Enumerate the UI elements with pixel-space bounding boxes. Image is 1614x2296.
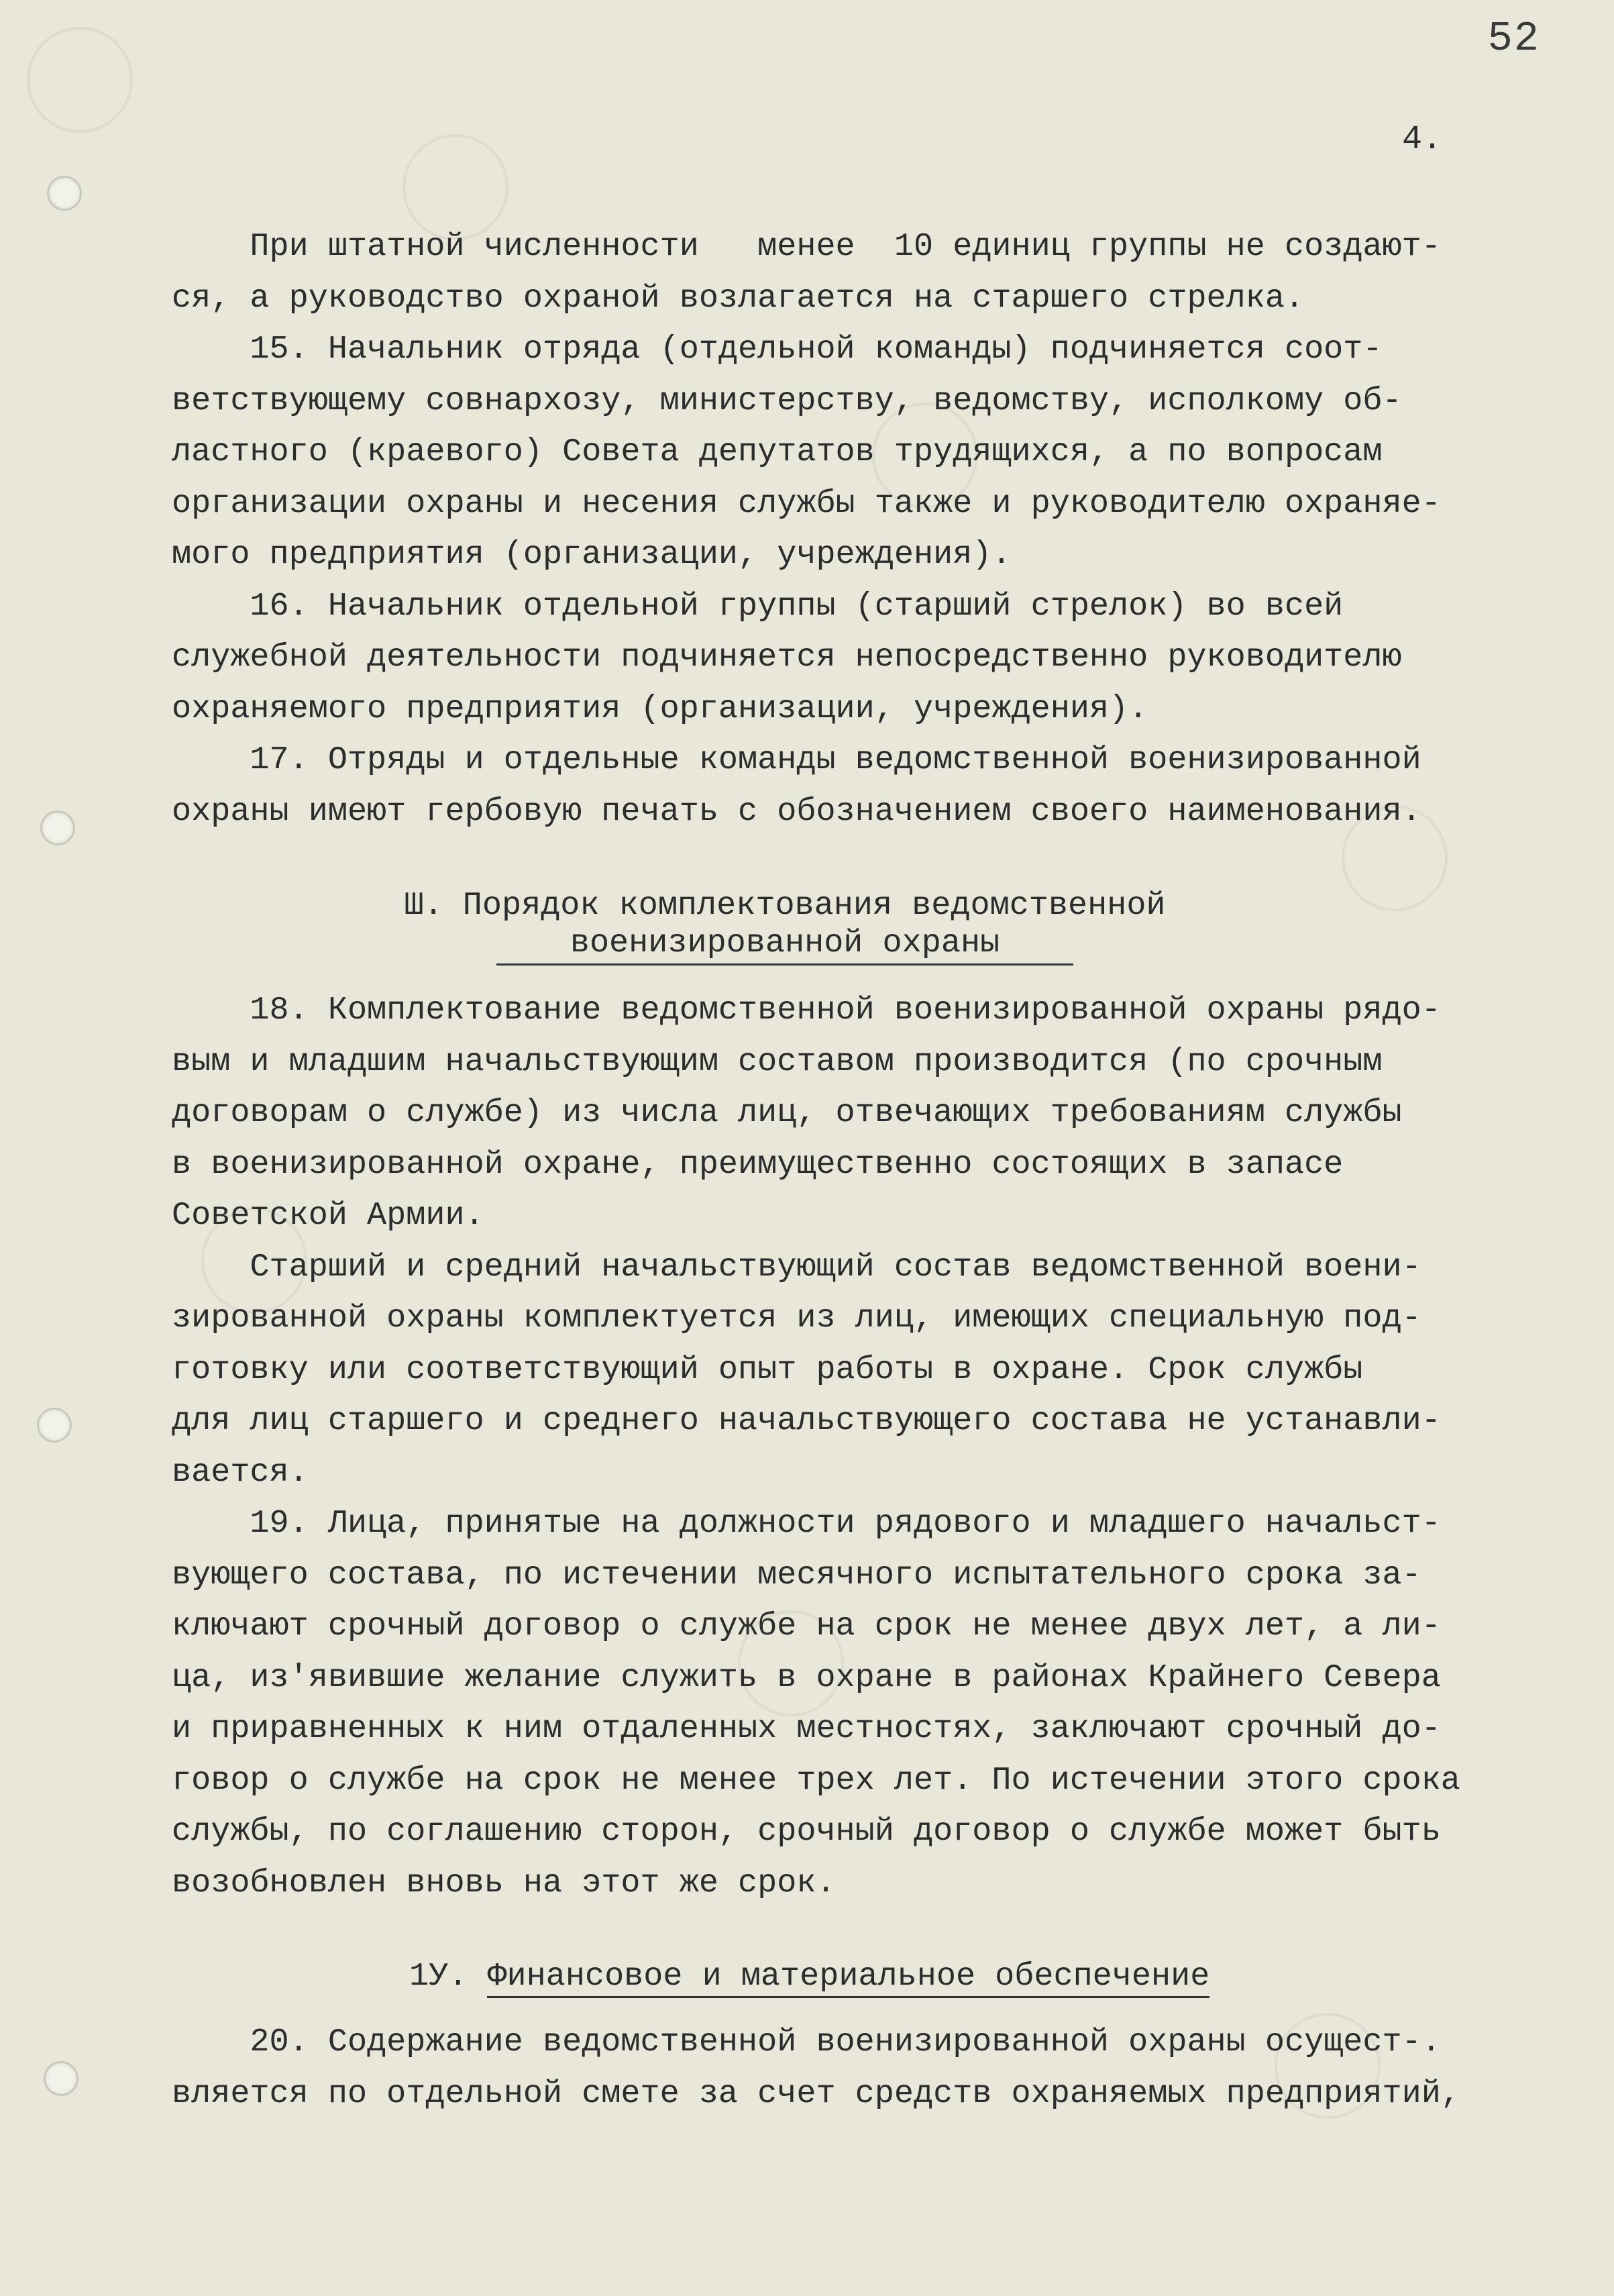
- binding-seal: [40, 811, 75, 845]
- text-line: 20. Содержание ведомственной военизированной охраны осущест-.: [172, 2024, 1441, 2060]
- text-line: договорам о службе) из числа лиц, отвечающих требованиям службы: [172, 1094, 1402, 1131]
- text-line: охраны имеют гербовую печать с обозначением своего наименования.: [172, 792, 1421, 830]
- text-block-3: [172, 2017, 1567, 2120]
- archive-page-number: 52: [1487, 15, 1540, 62]
- text-line: вующего состава, по истечении месячного испытательного срока за-: [172, 1556, 1421, 1594]
- section-3-heading: [369, 887, 1201, 966]
- section-4-heading: [409, 1958, 1209, 1995]
- text-line: зированной охраны комплектуется из лиц, имеющих специальную под-: [172, 1300, 1421, 1337]
- text-line: ластного (краевого) Совета депутатов трудящихся, а по вопросам: [172, 433, 1383, 470]
- text-line: вляется по отдельной смете за счет средств охраняемых предприятий,: [172, 2075, 1460, 2112]
- binding-seal: [37, 1408, 72, 1443]
- text-line: и приравненных к ним отдаленных местностях, заключают срочный до-: [172, 1710, 1441, 1747]
- text-block-1: [172, 221, 1567, 837]
- text-line: При штатной численности менее 10 единиц группы не создают-: [172, 228, 1441, 265]
- text-line: в военизированной охране, преимущественно состоящих в запасе: [172, 1145, 1344, 1183]
- text-line: для лиц старшего и среднего начальствующего состава не устанавли-: [172, 1402, 1441, 1439]
- text-line: службы, по соглашению сторон, срочный договор о службе может быть: [172, 1813, 1441, 1850]
- text-line: говор о службе на срок не менее трех лет. По истечении этого срока: [172, 1761, 1460, 1799]
- text-line: 19. Лица, принятые на должности рядового и младшего начальст-: [172, 1505, 1441, 1542]
- text-line: ца, из'явившие желание служить в охране в районах Крайнего Севера: [172, 1659, 1441, 1696]
- text-line: мого предприятия (организации, учреждения).: [172, 536, 1012, 573]
- text-line: охраняемого предприятия (организации, учреждения).: [172, 690, 1148, 727]
- text-line: 17. Отряды и отдельные команды ведомственной военизированной: [172, 741, 1421, 778]
- text-line: ся, а руководство охраной возлагается на старшего стрелка.: [172, 279, 1305, 317]
- text-line: 18. Комплектование ведомственной военизированной охраны рядо-: [172, 992, 1441, 1029]
- binding-seal: [44, 2061, 78, 2096]
- text-line: готовку или соответствующий опыт работы в охране. Срок службы: [172, 1351, 1363, 1388]
- text-line: 15. Начальник отряда (отдельной команды) подчиняется соот-: [172, 331, 1383, 368]
- text-line: возобновлен вновь на этот же срок.: [172, 1864, 836, 1901]
- section-3-title-line1: Ш. Порядок комплектования ведомственной: [404, 887, 1166, 924]
- text-line: вается.: [172, 1453, 309, 1491]
- text-line: Советской Армии.: [172, 1197, 484, 1234]
- watermark-emblem: [27, 27, 133, 133]
- section-4-number: 1У.: [409, 1958, 468, 1995]
- section-4-title: Финансовое и материальное обеспечение: [487, 1958, 1209, 1998]
- text-line: служебной деятельности подчиняется непосредственно руководителю: [172, 639, 1402, 676]
- text-block-2: [172, 985, 1567, 1909]
- binding-seal: [47, 176, 82, 211]
- text-line: вым и младшим начальствующим составом производится (по срочным: [172, 1043, 1383, 1080]
- page-number: 4.: [1402, 121, 1443, 159]
- section-3-title-line2: военизированной охраны: [496, 925, 1073, 966]
- text-line: ключают срочный договор о службе на срок не менее двух лет, а ли-: [172, 1608, 1441, 1645]
- text-line: ветствующему совнархозу, министерству, ведомству, исполкому об-: [172, 382, 1402, 419]
- text-line: Старший и средний начальствующий состав ведомственной воени-: [172, 1248, 1421, 1286]
- text-line: 16. Начальник отдельной группы (старший стрелок) во всей: [172, 587, 1344, 625]
- text-line: организации охраны и несения службы также и руководителю охраняе-: [172, 484, 1441, 522]
